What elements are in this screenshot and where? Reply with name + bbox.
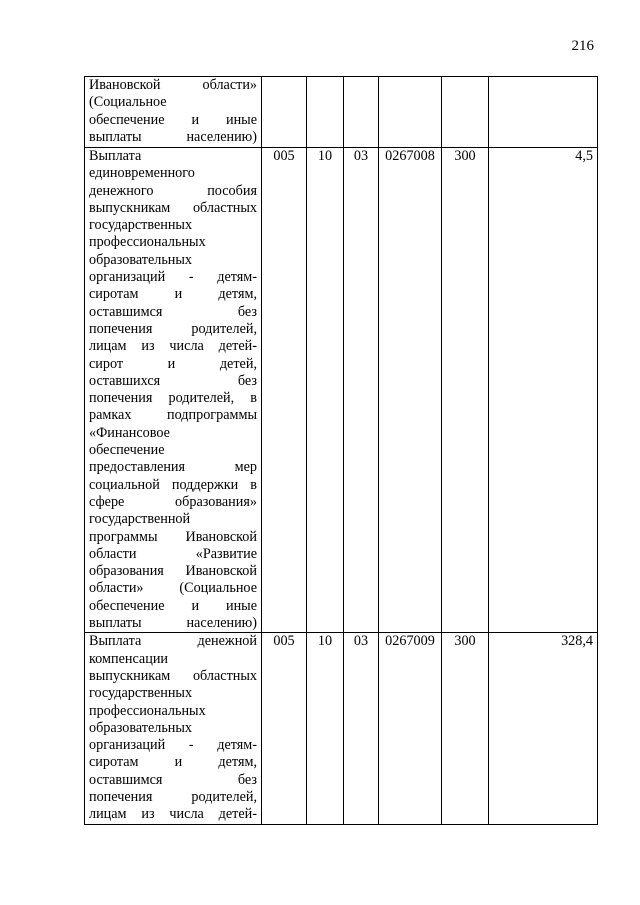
row-name-line: организаций - детям-	[89, 737, 257, 754]
razdel-cell: 10	[307, 148, 344, 633]
row-name-line: обеспечение и иные	[89, 111, 257, 128]
row-name-line: Ивановской области»	[89, 77, 257, 93]
expense-type-cell	[442, 77, 489, 148]
row-name-line: попечения родителей, в	[89, 390, 257, 407]
row-name-line: лицам из числа детей-	[89, 338, 257, 355]
row-name-cell	[85, 77, 262, 148]
target-article-cell: 0267008	[379, 148, 442, 633]
row-name-cell	[85, 633, 262, 824]
row-name-cell	[85, 148, 262, 633]
sum-cell: 328,4	[489, 633, 598, 824]
page-number: 216	[571, 38, 594, 54]
row-name-line: программы Ивановской	[89, 528, 257, 545]
row-name-line: денежного пособия	[89, 182, 257, 199]
row-name-line: организаций - детям-	[89, 269, 257, 286]
table-row	[85, 148, 598, 633]
row-name-line: Выплата денежной	[89, 633, 257, 650]
table-row	[85, 77, 598, 148]
row-name-line: сиротам и детям,	[89, 286, 257, 303]
row-name-line: лицам из числа детей-	[89, 806, 257, 823]
row-name-line: единовременного	[89, 165, 195, 182]
table-row	[85, 633, 598, 824]
row-name-line: сиротам и детям,	[89, 754, 257, 771]
glav-cell: 005	[262, 148, 307, 633]
podrazdel-cell: 03	[344, 633, 379, 824]
row-name-line: выплаты населению)	[89, 128, 257, 145]
row-name-line: предоставления мер	[89, 459, 257, 476]
expense-type-cell: 300	[442, 148, 489, 633]
row-name-line: области» (Социальное	[89, 580, 257, 597]
row-name-line: государственных	[89, 217, 193, 234]
row-name-line: оставшимся без	[89, 771, 257, 788]
row-name-lines	[89, 148, 257, 632]
razdel-cell	[307, 77, 344, 148]
row-name-line: выплаты населению)	[89, 615, 257, 632]
target-article-cell: 0267009	[379, 633, 442, 824]
row-name-line: «Финансовое	[89, 424, 170, 441]
glav-cell	[262, 77, 307, 148]
sum-cell	[489, 77, 598, 148]
row-name-line: образовательных	[89, 719, 193, 736]
target-article-cell	[379, 77, 442, 148]
podrazdel-cell: 03	[344, 148, 379, 633]
row-name-line: выпускникам областных	[89, 199, 257, 216]
row-name-line: профессиональных	[89, 702, 206, 719]
row-name-line: социальной поддержки в	[89, 476, 257, 493]
row-name-line: области «Развитие	[89, 545, 257, 562]
row-name-line: (Социальное	[89, 94, 167, 111]
row-name-line: государственной	[89, 511, 191, 528]
row-name-line: сфере образования»	[89, 493, 257, 510]
row-name-line: оставшихся без	[89, 372, 257, 389]
sum-cell: 4,5	[489, 148, 598, 633]
row-name-line: обеспечение	[89, 442, 165, 459]
row-name-line: оставшимся без	[89, 303, 257, 320]
row-name-line: образования Ивановской	[89, 563, 257, 580]
row-name-lines	[89, 633, 257, 823]
row-name-line: образовательных	[89, 251, 193, 268]
row-name-line: попечения родителей,	[89, 320, 257, 337]
expense-type-cell: 300	[442, 633, 489, 824]
row-name-line: компенсации	[89, 650, 169, 667]
row-name-lines	[89, 77, 257, 146]
row-name-line: профессиональных	[89, 234, 206, 251]
glav-cell: 005	[262, 633, 307, 824]
row-name-line: попечения родителей,	[89, 788, 257, 805]
row-name-line: выпускникам областных	[89, 667, 257, 684]
row-name-line: рамках подпрограммы	[89, 407, 257, 424]
podrazdel-cell	[344, 77, 379, 148]
row-name-line: государственных	[89, 685, 193, 702]
budget-table	[84, 76, 598, 825]
row-name-line: сирот и детей,	[89, 355, 257, 372]
row-name-line: Выплата	[89, 148, 142, 164]
row-name-line: обеспечение и иные	[89, 597, 257, 614]
razdel-cell: 10	[307, 633, 344, 824]
